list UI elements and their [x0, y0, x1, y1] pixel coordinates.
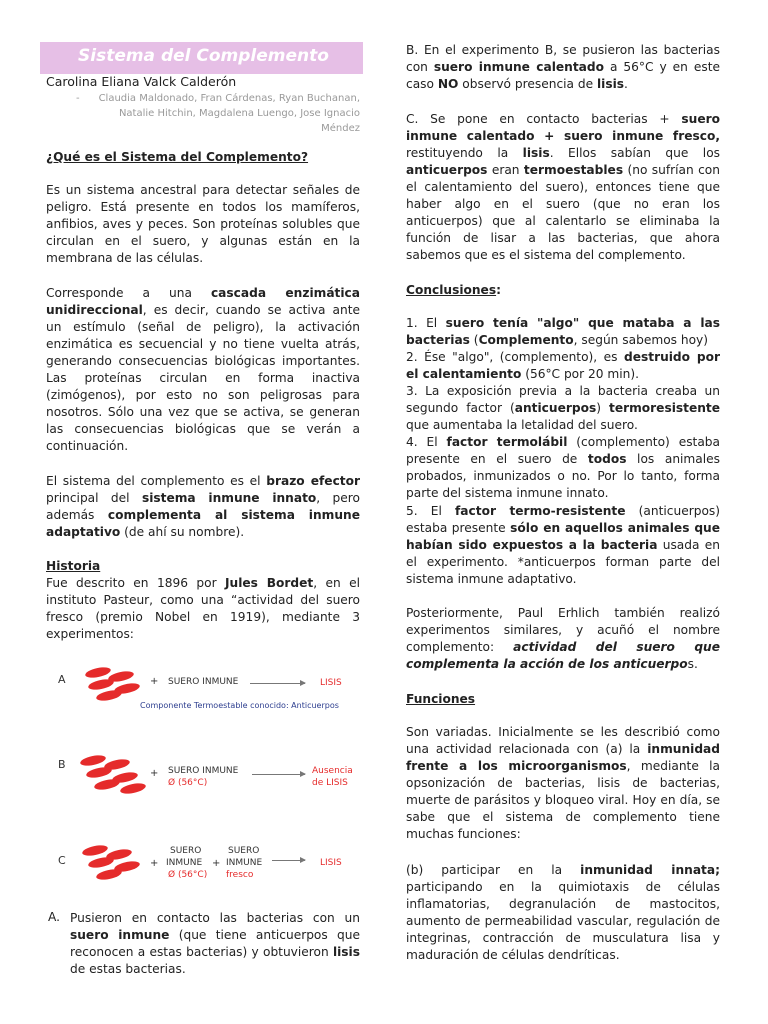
conclusion-5: 5. El factor termo-resistente (anticuerpos) estaba presente sólo en aquellos animales que habían sido expuestos a la bacteria usada en el experimento. *anticuerpos forman parte del sistema inmune adaptativo.: [406, 504, 721, 586]
row-c-s1c: Ø (56°C): [168, 870, 208, 880]
row-a-label: A: [58, 673, 66, 686]
row-b-heat: Ø (56°C): [168, 778, 208, 788]
row-b-result-2: de LISIS: [312, 778, 348, 788]
coauthors-line-3: Méndez: [321, 123, 360, 134]
row-c-s2b: INMUNE: [226, 858, 263, 868]
row-a-serum: SUERO INMUNE: [168, 677, 239, 687]
row-c-label: C: [58, 854, 66, 867]
row-c-s1a: SUERO: [170, 846, 202, 856]
historia-paragraph: Fue descrito en 1896 por Jules Bordet, en el instituto Pasteur, como una “actividad del suero fresco (premio Nobel en 1919), mediante 3 experimentos:: [46, 576, 360, 641]
cascade-paragraph: Corresponde a una cascada enzimática unidireccional, es decir, cuando se activa ante un estímulo (señal de peligro), la activación enzimática es secuencial y no tiene vuelta atrás, generando consecuencias biológicas importantes. Las proteínas circulan en forma inactiva (zimógenos), por esto no son peligrosas para nosotros. Sólo una vez que se activa, se generan las consecuencias biológicas que se verán a continuación.: [46, 286, 361, 453]
row-c-s2a: SUERO: [228, 846, 260, 856]
row-a-caption: Componente Termoestable conocido: Anticuerpos: [140, 701, 339, 710]
coauthors: [76, 91, 360, 136]
row-c-s1b: INMUNE: [166, 858, 203, 868]
row-b-arrow-icon: [252, 774, 305, 775]
funciones-paragraph-2: (b) participar en la inmunidad innata; participando en la quimiotaxis de células inflamatorias, degranulación de mastocitos, aumento de permeabilidad vascular, regulación de integrinas, contracción de musculatura lisa y maduración de células dendríticas.: [406, 863, 720, 962]
effector-paragraph: El sistema del complemento es el brazo efector principal del sistema inmune innato, pero además complementa al sistema inmune adaptativo (de ahí su nombre).: [46, 474, 360, 539]
coauthors-line-2: Natalie Hitchin, Magdalena Luengo, Jose Ignacio: [118, 108, 360, 119]
experiment-a-item: [48, 910, 360, 978]
experiment-c-text: C. Se pone en contacto bacterias + suero inmune calentado + suero inmune fresco, restituyendo la lisis. Ellos sabían que los anticuerpos eran termoestables (no sufrían con el calentamiento del suero), entonces tiene que haber algo en el suero (que no eran los anticuerpos) que al calentarlo se eliminaba la función de lisar a las bacterias, que ahora sabemos que es el sistema del complemento.: [406, 112, 720, 262]
row-b-result-1: Ausencia: [312, 766, 353, 776]
historia-heading: Historia: [46, 559, 101, 573]
conclusion-4: 4. El factor termolábil (complemento) estaba presente en el suero de todos los animales probados, inmunizados o no. Por lo tanto, forma parte del sistema inmune innato.: [406, 435, 720, 500]
funciones-heading: Funciones: [406, 692, 476, 706]
document-title: Sistema del Complemento: [78, 46, 329, 66]
coauthors-line-1: Claudia Maldonado, Fran Cárdenas, Ryan Buchanan,: [98, 93, 360, 104]
conclusion-1: 1. El suero tenía "algo" que mataba a las bacterias (Complemento, según sabemos hoy): [406, 316, 721, 347]
conclusiones-heading: Conclusiones:: [406, 283, 501, 297]
row-c-plus: +: [150, 858, 159, 869]
list-marker-a: A.: [48, 910, 60, 924]
intro-paragraph: Es un sistema ancestral para detectar señales de peligro. Está presente en todos los mamíferos, anfibios, aves y peces. Son proteínas solubles que circulan en el suero, y algunas están en la membrana de las células.: [46, 183, 360, 265]
row-c-result: LISIS: [320, 858, 342, 868]
coauthors-dash: -: [76, 93, 80, 104]
experiment-b-text: B. En el experimento B, se pusieron las bacterias con suero inmune calentado a 56°C y en este caso NO observó presencia de lisis.: [406, 43, 720, 91]
conclusion-3: 3. La exposición previa a la bacteria creaba un segundo factor (anticuerpos) termoresistente que aumentaba la letalidad del suero.: [406, 384, 720, 432]
conclusion-2: 2. Ése "algo", (complemento), es destruido por el calentamiento (56°C por 20 min).: [406, 350, 721, 381]
row-b-label: B: [58, 758, 66, 771]
row-a-plus: +: [150, 676, 159, 687]
question-heading: ¿Qué es el Sistema del Complemento?: [46, 150, 309, 164]
row-c-arrow-icon: [272, 860, 305, 861]
row-c-s2c: fresco: [226, 870, 254, 880]
row-c-plus2: +: [212, 858, 221, 869]
row-a-arrow-icon: [250, 683, 305, 684]
row-b-plus: +: [150, 768, 159, 779]
author-name: Carolina Eliana Valck Calderón: [46, 74, 237, 89]
funciones-paragraph-1: Son variadas. Inicialmente se les describió como una actividad relacionada con (a) la inmunidad frente a los microorganismos, mediante la opsonización de bacterias, lisis de bacterias, muerte de parásitos y bloqueo viral. Hoy en día, se sabe que el sistema de complemento tiene muchas funciones:: [406, 725, 720, 841]
erhlich-paragraph: Posteriormente, Paul Erhlich también realizó experimentos similares, y acuñó el nombre complemento: actividad del suero que complementa la acción de los anticuerpos.: [406, 606, 720, 671]
row-a-result: LISIS: [320, 678, 342, 688]
row-b-serum: SUERO INMUNE: [168, 766, 239, 776]
experiment-a-text: Pusieron en contacto las bacterias con un suero inmune (que tiene anticuerpos que reconocen a estas bacterias) y obtuvieron lisis de estas bacterias.: [70, 911, 360, 976]
